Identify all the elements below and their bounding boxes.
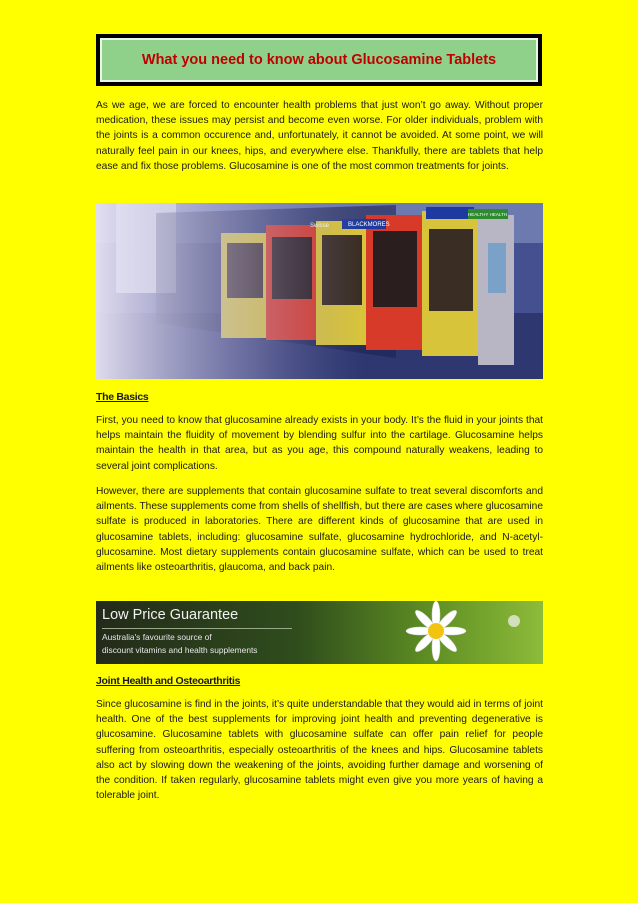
title-frame: [100, 38, 538, 82]
banner-line-1: Australia's favourite source of: [102, 632, 212, 642]
banner-subtext: [102, 631, 282, 657]
basics-paragraph-1: First, you need to know that glucosamine already exists in your body. It’s the fluid in your joints that helps maintain the fluidity of movement by blending sulfur into the cartilage. Glucosamine helps maintain the health in that area, but as you age, this compound naturally weakens, leading to several joint complications.: [96, 415, 543, 472]
banner-headline: Low Price Guarantee: [102, 607, 239, 623]
document-title: What you need to know about Glucosamine Tablets: [141, 52, 497, 68]
banner-line-2: discount vitamins and health supplements: [102, 645, 258, 655]
vending-machines-illustration: [96, 203, 543, 379]
title-box: [96, 34, 542, 86]
joint-health-paragraph: Since glucosamine is find in the joints, it’s quite understandable that they would aid in terms of joint health. One of the best supplements for improving joint health and preventing degenerative is glucosamine. Glucosamine tablets with glucosamine sulfate can offer pain relief for people suffering from osteoarthritis, especially osteoarthritis of the knees and hips. Glucosamine tablets also act by slowing down the weakening of the joints, avoiding further damage and worsening of the condition. If taken regularly, glucosamine tablets might even give you more years of having a tolerable joint.: [96, 699, 543, 802]
daisy-flower-icon: [396, 601, 543, 664]
low-price-guarantee-banner: [96, 601, 543, 664]
section-heading-basics: The Basics: [96, 391, 149, 403]
basics-paragraph-2: However, there are supplements that contain glucosamine sulfate to treat several discomforts and ailments. These supplements come from shells of shellfish, but there are cases where glucosamine sulfate is produced in laboratories. There are different kinds of glucosamine that are used in glucosamine tablets, including: glucosamine sulfate, glucosamine hydrochloride, and N-acetyl-glucosamine. Most dietary supplements contain glucosamine sulfate, which can be used to treat ailments like osteoarthritis, glaucoma, and back pain.: [96, 486, 543, 574]
banner-divider: [102, 628, 292, 629]
intro-paragraph: As we age, we are forced to encounter health problems that just won’t go away. Without proper medication, these issues may persist and become even worse. For older individuals, problem with the joints is a common occurence and, unfortunately, it cannot be avoided. At some point, we will naturally feel pain in our knees, hips, and everywhere else. Thankfully, there are tablets that help ease and fix those problems. Glucosamine is one of the most common treatments for joints.: [96, 100, 543, 172]
vending-machines-photo: [96, 203, 543, 379]
section-heading-joint-health: Joint Health and Osteoarthritis: [96, 675, 241, 687]
